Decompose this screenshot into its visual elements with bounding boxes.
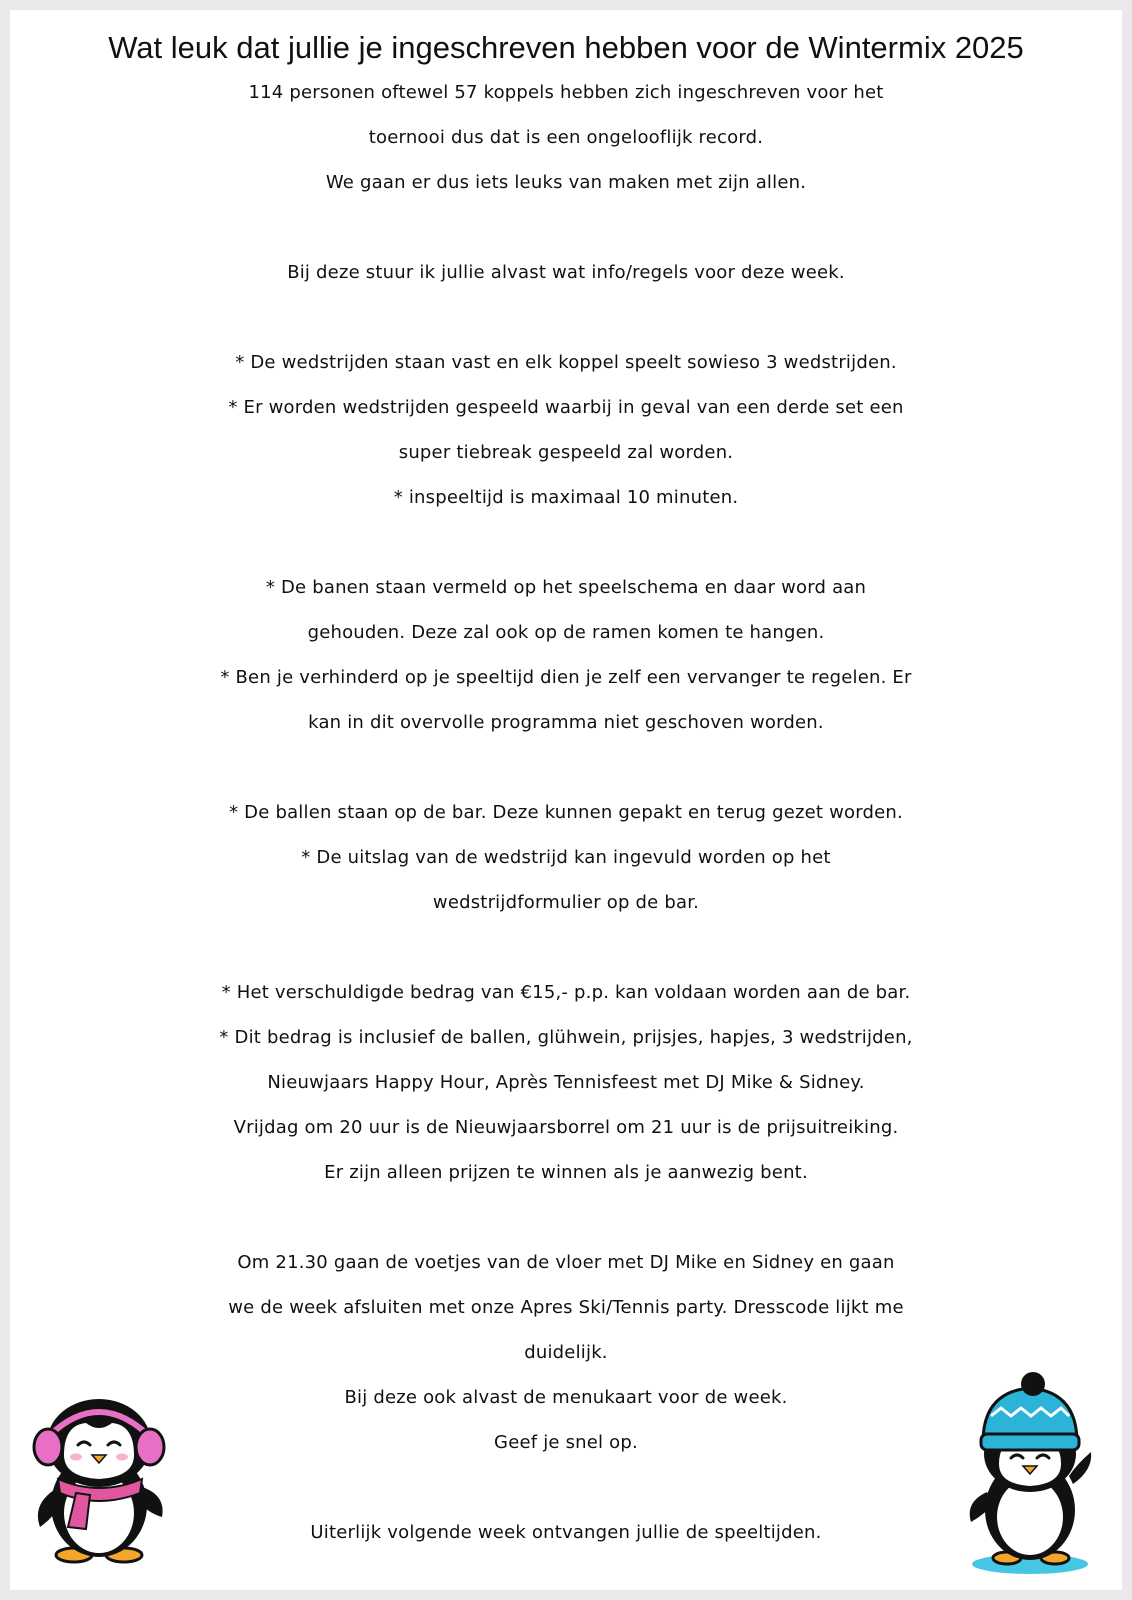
- text-line: * Dit bedrag is inclusief de ballen, glühwein, prijsjes, hapjes, 3 wedstrijden,: [219, 1027, 913, 1048]
- text-line: Vrijdag om 20 uur is de Nieuwjaarsborrel om 21 uur is de prijsuitreiking.: [233, 1117, 899, 1138]
- text-line: * De banen staan vermeld op het speelschema en daar word aan: [265, 577, 867, 598]
- text-line: super tiebreak gespeeld zal worden.: [398, 442, 734, 463]
- text-line: Bij deze ook alvast de menukaart voor de week.: [344, 1387, 788, 1408]
- penguin-earmuffs-scarf-icon: [24, 1395, 174, 1565]
- document-body: [10, 70, 1122, 1555]
- text-line: Bij deze stuur ik jullie alvast wat info/regels voor deze week.: [287, 262, 845, 283]
- blank-line: [10, 295, 1122, 340]
- text-line: Nieuwjaars Happy Hour, Après Tennisfeest met DJ Mike & Sidney.: [267, 1072, 865, 1093]
- blank-line: [10, 1465, 1122, 1510]
- blank-line: [10, 925, 1122, 970]
- text-line: toernooi dus dat is een ongelooflijk record.: [368, 127, 764, 148]
- blank-line: [10, 1195, 1122, 1240]
- text-line: We gaan er dus iets leuks van maken met zijn allen.: [325, 172, 807, 193]
- text-line: Om 21.30 gaan de voetjes van de vloer met DJ Mike en Sidney en gaan: [237, 1252, 895, 1273]
- text-line: * Er worden wedstrijden gespeeld waarbij in geval van een derde set een: [228, 397, 904, 418]
- text-line: * Het verschuldigde bedrag van €15,- p.p. kan voldaan worden aan de bar.: [221, 982, 911, 1003]
- document-page: [10, 10, 1122, 1590]
- text-line: * De uitslag van de wedstrijd kan ingevuld worden op het: [301, 847, 831, 868]
- text-line: wedstrijdformulier op de bar.: [432, 892, 700, 913]
- text-line: Er zijn alleen prijzen te winnen als je aanwezig bent.: [324, 1162, 808, 1183]
- blank-line: [10, 205, 1122, 250]
- text-line: Geef je snel op.: [494, 1432, 638, 1453]
- blank-line: [10, 520, 1122, 565]
- text-line: Uiterlijk volgende week ontvangen jullie de speeltijden.: [310, 1522, 822, 1543]
- blank-line: [10, 745, 1122, 790]
- document-title: Wat leuk dat jullie je ingeschreven hebben voor de Wintermix 2025: [108, 30, 1024, 65]
- text-line: * inspeeltijd is maximaal 10 minuten.: [393, 487, 739, 508]
- text-line: * Ben je verhinderd op je speeltijd dien je zelf een vervanger te regelen. Er: [220, 667, 912, 688]
- penguin-knit-hat-icon: [965, 1372, 1095, 1580]
- text-line: we de week afsluiten met onze Apres Ski/Tennis party. Dresscode lijkt me: [228, 1297, 904, 1318]
- text-line: 114 personen oftewel 57 koppels hebben zich ingeschreven voor het: [248, 82, 884, 103]
- text-line: * De wedstrijden staan vast en elk koppel speelt sowieso 3 wedstrijden.: [235, 352, 897, 373]
- text-line: duidelijk.: [524, 1342, 608, 1363]
- text-line: * De ballen staan op de bar. Deze kunnen gepakt en terug gezet worden.: [229, 802, 903, 823]
- text-line: gehouden. Deze zal ook op de ramen komen te hangen.: [307, 622, 825, 643]
- text-line: kan in dit overvolle programma niet geschoven worden.: [308, 712, 824, 733]
